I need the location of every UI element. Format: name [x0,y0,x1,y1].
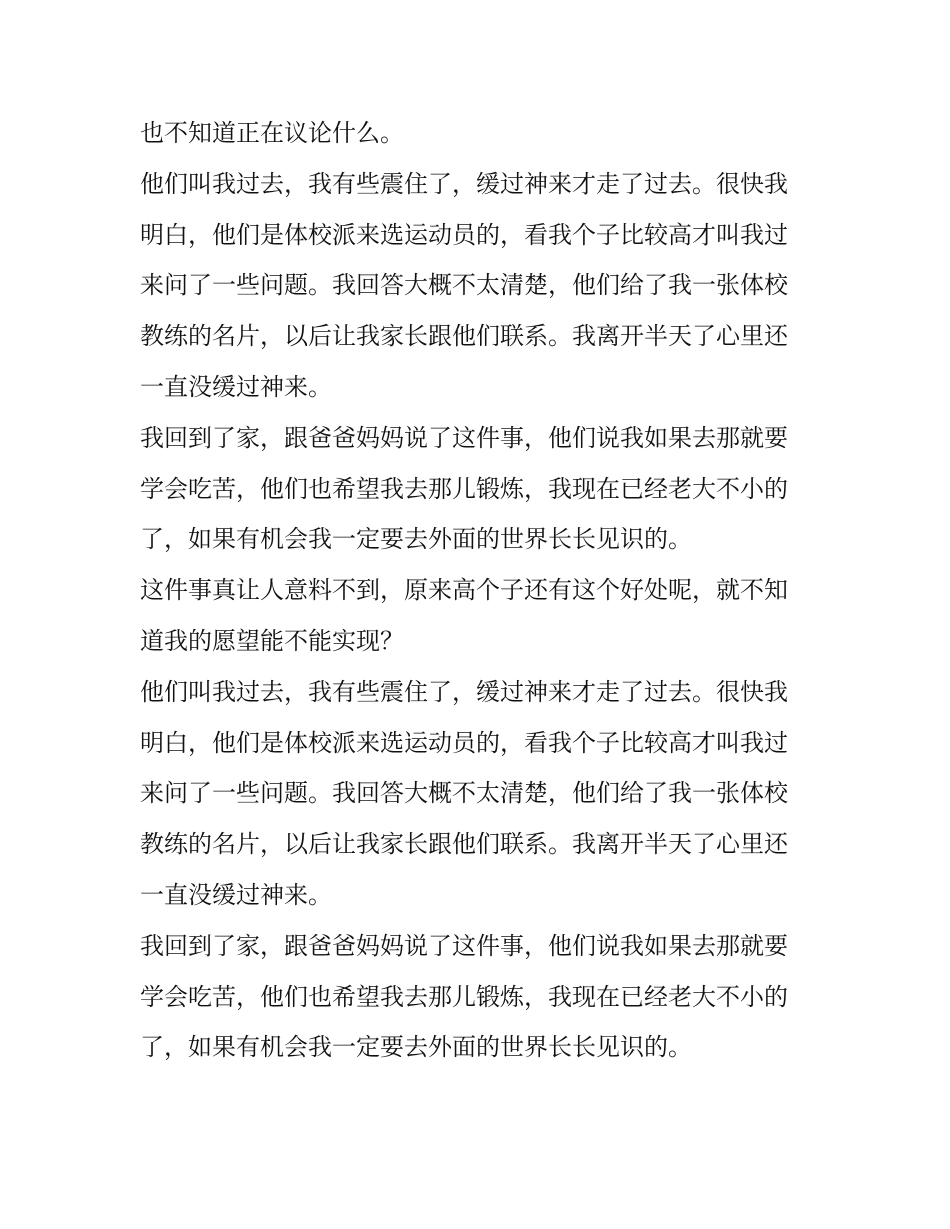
text-line: 学会吃苦，他们也希望我去那儿锻炼，我现在已经老大不小的 [140,982,788,1011]
text-line: 也不知道正在议论什么。 [140,119,404,147]
text-line: 学会吃苦，他们也希望我去那儿锻炼，我现在已经老大不小的 [140,474,788,503]
text-line: 明白，他们是体校派来选运动员的，看我个子比较高才叫我过 [140,220,788,249]
text-line: 我回到了家，跟爸爸妈妈说了这件事，他们说我如果去那就要 [140,931,788,960]
text-line: 明白，他们是体校派来选运动员的，看我个子比较高才叫我过 [140,728,788,757]
text-line: 他们叫我过去，我有些震住了，缓过神来才走了过去。很快我 [140,677,788,706]
text-line: 教练的名片，以后让我家长跟他们联系。我离开半天了心里还 [140,830,788,859]
document-body [140,108,820,1073]
text-line: 来问了一些问题。我回答大概不太清楚，他们给了我一张体校 [140,271,788,300]
text-line: 他们叫我过去，我有些震住了，缓过神来才走了过去。很快我 [140,169,788,198]
text-line: 教练的名片，以后让我家长跟他们联系。我离开半天了心里还 [140,322,788,351]
text-line: 来问了一些问题。我回答大概不太清楚，他们给了我一张体校 [140,779,788,808]
text-line: 一直没缓过神来。 [140,880,332,909]
text-line: 这件事真让人意料不到，原来高个子还有这个好处呢，就不知 [140,576,788,605]
text-line: 了，如果有机会我一定要去外面的世界长长见识的。 [140,1033,692,1062]
text-line: 了，如果有机会我一定要去外面的世界长长见识的。 [140,525,692,554]
text-line: 一直没缓过神来。 [140,372,332,401]
text-line: 我回到了家，跟爸爸妈妈说了这件事，他们说我如果去那就要 [140,423,788,452]
text-line: 道我的愿望能不能实现？ [140,626,404,655]
